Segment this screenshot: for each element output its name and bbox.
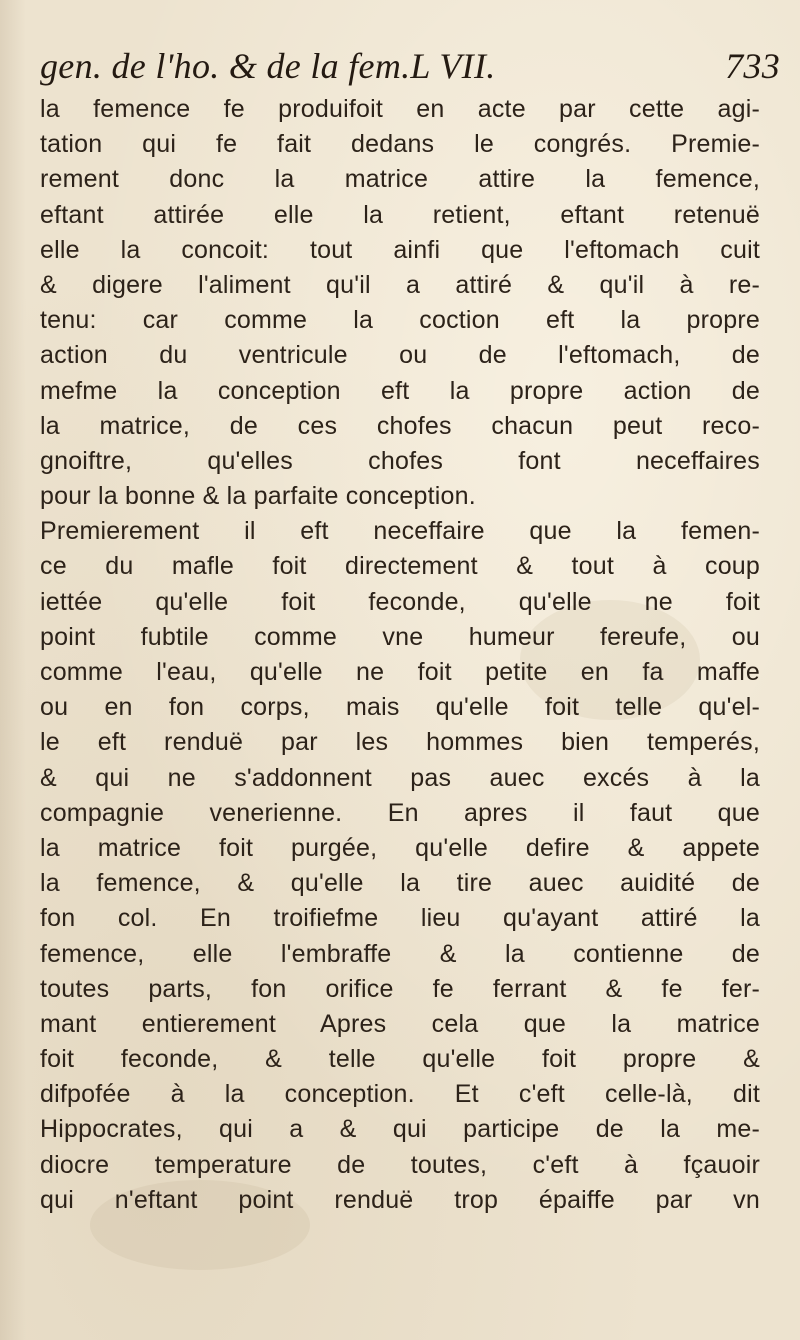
text-line: Hippocrates, qui a & qui participe de la me- <box>40 1115 760 1144</box>
text-line: fon col. En troifiefme lieu qu'ayant attiré la <box>40 904 760 933</box>
text-line: tenu: car comme la coction eft la propre <box>40 306 760 335</box>
text-line: comme l'eau, qu'elle ne foit petite en fa maffe <box>40 658 760 686</box>
text-line: Premierement il eft neceffaire que la femen- <box>40 517 760 546</box>
text-line: pour la bonne & la parfaite conception. <box>40 482 476 511</box>
text-line: action du ventricule ou de l'eftomach, de <box>40 341 760 370</box>
running-header <box>40 40 780 92</box>
text-line: iettée qu'elle foit feconde, qu'elle ne foit <box>40 587 760 616</box>
text-line: difpofée à la conception. Et c'eft celle-là, dit <box>40 1080 760 1109</box>
text-line: & digere l'aliment qu'il a attiré & qu'il à re- <box>40 270 760 299</box>
text-line: ce du mafle foit directement & tout à coup <box>40 552 760 581</box>
text-line: toutes parts, fon orifice fe ferrant & fe fer- <box>40 974 760 1003</box>
text-line: & qui ne s'addonnent pas auec excés à la <box>40 763 760 792</box>
text-line: la matrice foit purgée, qu'elle defire & appete <box>40 833 760 862</box>
text-line: la femence, & qu'elle la tire auec auidité de <box>40 869 760 898</box>
text-line: eftant attirée elle la retient, eftant retenuë <box>40 200 760 229</box>
text-line: elle la concoit: tout ainfi que l'eftomach cuit <box>40 235 760 264</box>
text-line: le eft renduë par les hommes bien temperés, <box>40 728 760 757</box>
text-line: la femence fe produifoit en acte par cette agi- <box>40 95 760 123</box>
text-line: point fubtile comme vne humeur fereufe, ou <box>40 622 760 651</box>
page-number: 733 <box>725 46 780 86</box>
text-line: foit feconde, & telle qu'elle foit propre & <box>40 1045 760 1074</box>
text-line: la matrice, de ces chofes chacun peut reco- <box>40 411 760 440</box>
text-line: diocre temperature de toutes, c'eft à fçauoir <box>40 1150 760 1179</box>
text-line: compagnie venerienne. En apres il faut que <box>40 798 760 827</box>
header-title: gen. de l'ho. & de la fem.L VII. <box>40 46 496 86</box>
text-line: qui n'eftant point renduë trop épaiffe par vn <box>40 1185 760 1214</box>
text-line: mefme la conception eft la propre action de <box>40 376 760 405</box>
body-text <box>40 92 760 1218</box>
text-line: ou en fon corps, mais qu'elle foit telle qu'el- <box>40 693 760 722</box>
text-line: mant entierement Apres cela que la matrice <box>40 1009 760 1038</box>
text-line: tation qui fe fait dedans le congrés. Premie- <box>40 130 760 159</box>
text-line: gnoiftre, qu'elles chofes font neceffaires <box>40 446 760 475</box>
text-line: femence, elle l'embraffe & la contienne de <box>40 939 760 968</box>
text-line: rement donc la matrice attire la femence, <box>40 165 760 194</box>
